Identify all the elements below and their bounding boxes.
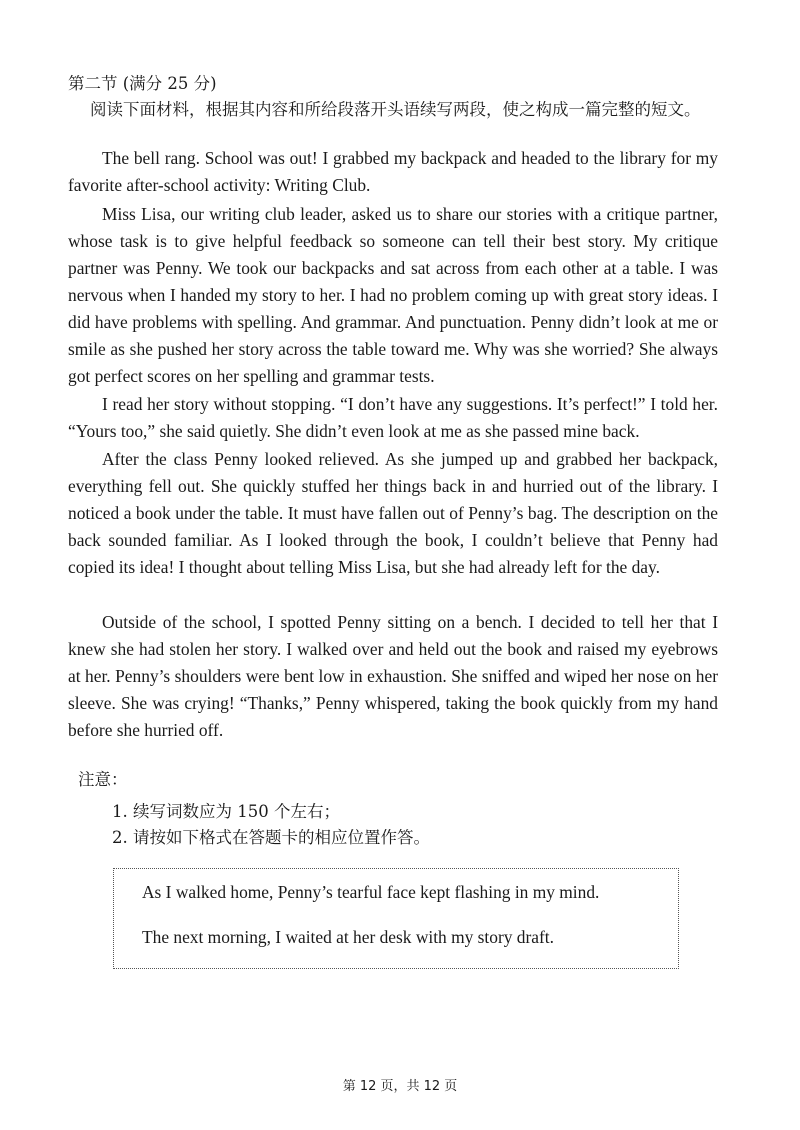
section-title: 第二节 (满分 25 分) bbox=[68, 74, 217, 93]
note-item-2: 2. 请按如下格式在答题卡的相应位置作答。 bbox=[112, 828, 430, 847]
answer-format-box bbox=[113, 868, 679, 969]
passage-paragraph-2: Miss Lisa, our writing club leader, asked us to share our stories with a critique partner, whose task is to give helpful feedback so someone can tell their best story. My critique partner was Penny. We took our backpacks and sat across from each other at a table. I was nervous when I handed my story to her. I had no problem coming up with great story ideas. I did have problems with spelling. And grammar. And punctuation. Penny didn’t look at me or smile as she pushed her story across the table toward me. Why was she worried? She always got perfect scores on her spelling and grammar tests. bbox=[68, 204, 718, 386]
passage-paragraph-1: The bell rang. School was out! I grabbed my backpack and headed to the library for my favorite after-school activity: Writing Club. bbox=[68, 148, 718, 195]
notes-title: 注意： bbox=[78, 770, 128, 789]
instruction-text: 阅读下面材料，根据其内容和所给段落开头语续写两段，使之构成一篇完整的短文。 bbox=[90, 100, 701, 119]
paragraph-opening-2: The next morning, I waited at her desk with my story draft. bbox=[142, 927, 554, 947]
page-number: 第 12 页，共 12 页 bbox=[342, 1079, 458, 1094]
paragraph-opening-1: As I walked home, Penny’s tearful face kept flashing in my mind. bbox=[142, 882, 600, 902]
passage-paragraph-4: After the class Penny looked relieved. As she jumped up and grabbed her backpack, everything fell out. She quickly stuffed her things back in and hurried out of the library. I noticed a book under the table. It must have fallen out of Penny’s bag. The description on the back sounded familiar. As I looked through the book, I couldn’t believe that Penny had copied its idea! I thought about telling Miss Lisa, but she had already left for the day. bbox=[68, 449, 718, 577]
note-item-1: 1. 续写词数应为 150 个左右； bbox=[112, 802, 340, 821]
passage-paragraph-3: I read her story without stopping. “I don’t have any suggestions. It’s perfect!” I told her. “Yours too,” she said quietly. She didn’t even look at me as she passed mine back. bbox=[68, 394, 718, 441]
passage-paragraph-5: Outside of the school, I spotted Penny sitting on a bench. I decided to tell her that I knew she had stolen her story. I walked over and held out the book and raised my eyebrows at her. Penny’s shoulders were bent low in exhaustion. She sniffed and wiped her nose on her sleeve. She was crying! “Thanks,” Penny whispered, taking the book quickly from my hand before she hurried off. bbox=[68, 612, 718, 740]
